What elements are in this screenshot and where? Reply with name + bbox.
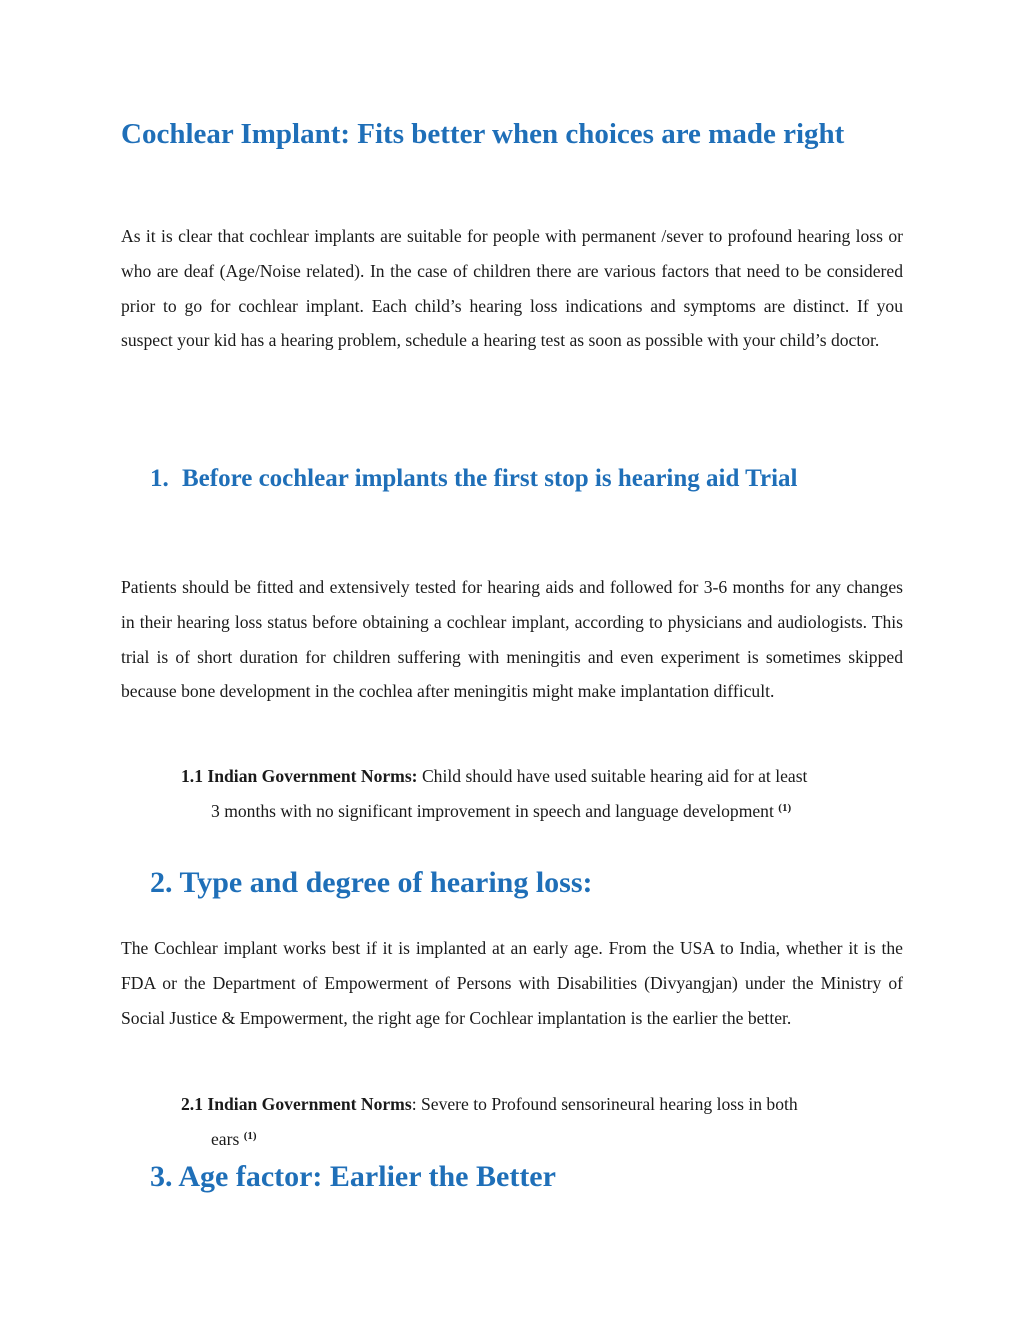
section-2-paragraph: The Cochlear implant works best if it is implanted at an early age. From the USA to India, whether it is the FDA or the Department of Empowerment of Persons with Disabilities (Divyangjan) under the Ministry of Social Justice & Empowerment, the right age for Cochlear implantation is the earlier the better. xyxy=(121,938,903,1028)
section-1-subpoint-line2: 3 months with no significant improvement in speech and language development xyxy=(211,800,774,821)
section-1-number: 1. xyxy=(150,465,169,492)
section-2-heading: 2. Type and degree of hearing loss: xyxy=(150,866,593,899)
section-3-heading: 3. Age factor: Earlier the Better xyxy=(150,1160,556,1193)
section-2-subpoint-line2: ears xyxy=(211,1128,240,1149)
intro-paragraph: As it is clear that cochlear implants are suitable for people with permanent /sever to profound hearing loss or who are deaf (Age/Noise related). In the case of children there are various factors that need to be considered prior to go for cochlear implant. Each child’s hearing loss indications and symptoms are distinct. If you suspect your kid has a hearing problem, schedule a hearing test as soon as possible with your child’s doctor. xyxy=(121,226,903,351)
section-1-reference: (1) xyxy=(778,801,792,814)
section-2-subpoint-line1: : Severe to Profound sensorineural hearing loss in both xyxy=(411,1094,798,1114)
section-1-paragraph: Patients should be fitted and extensively tested for hearing aids and followed for 3-6 months for any changes in their hearing loss status before obtaining a cochlear implant, according to physicians and audiologists. This trial is of short duration for children suffering with meningitis and even experiment is sometimes skipped because bone development in the cochlea after meningitis might make implantation difficult. xyxy=(121,577,903,702)
section-2-subpoint-label: 2.1 Indian Government Norms xyxy=(181,1094,412,1114)
section-2-subpoint xyxy=(181,1087,903,1157)
section-1-subpoint xyxy=(181,759,903,829)
section-1-heading xyxy=(150,465,797,493)
page-title: Cochlear Implant: Fits better when choices are made right xyxy=(121,118,845,150)
section-1-subpoint-line1: Child should have used suitable hearing aid for at least xyxy=(417,766,808,786)
section-1-heading-text: Before cochlear implants the first stop is hearing aid Trial xyxy=(182,465,798,492)
section-2-reference: (1) xyxy=(243,1129,257,1142)
section-1-subpoint-label: 1.1 Indian Government Norms: xyxy=(181,766,418,786)
